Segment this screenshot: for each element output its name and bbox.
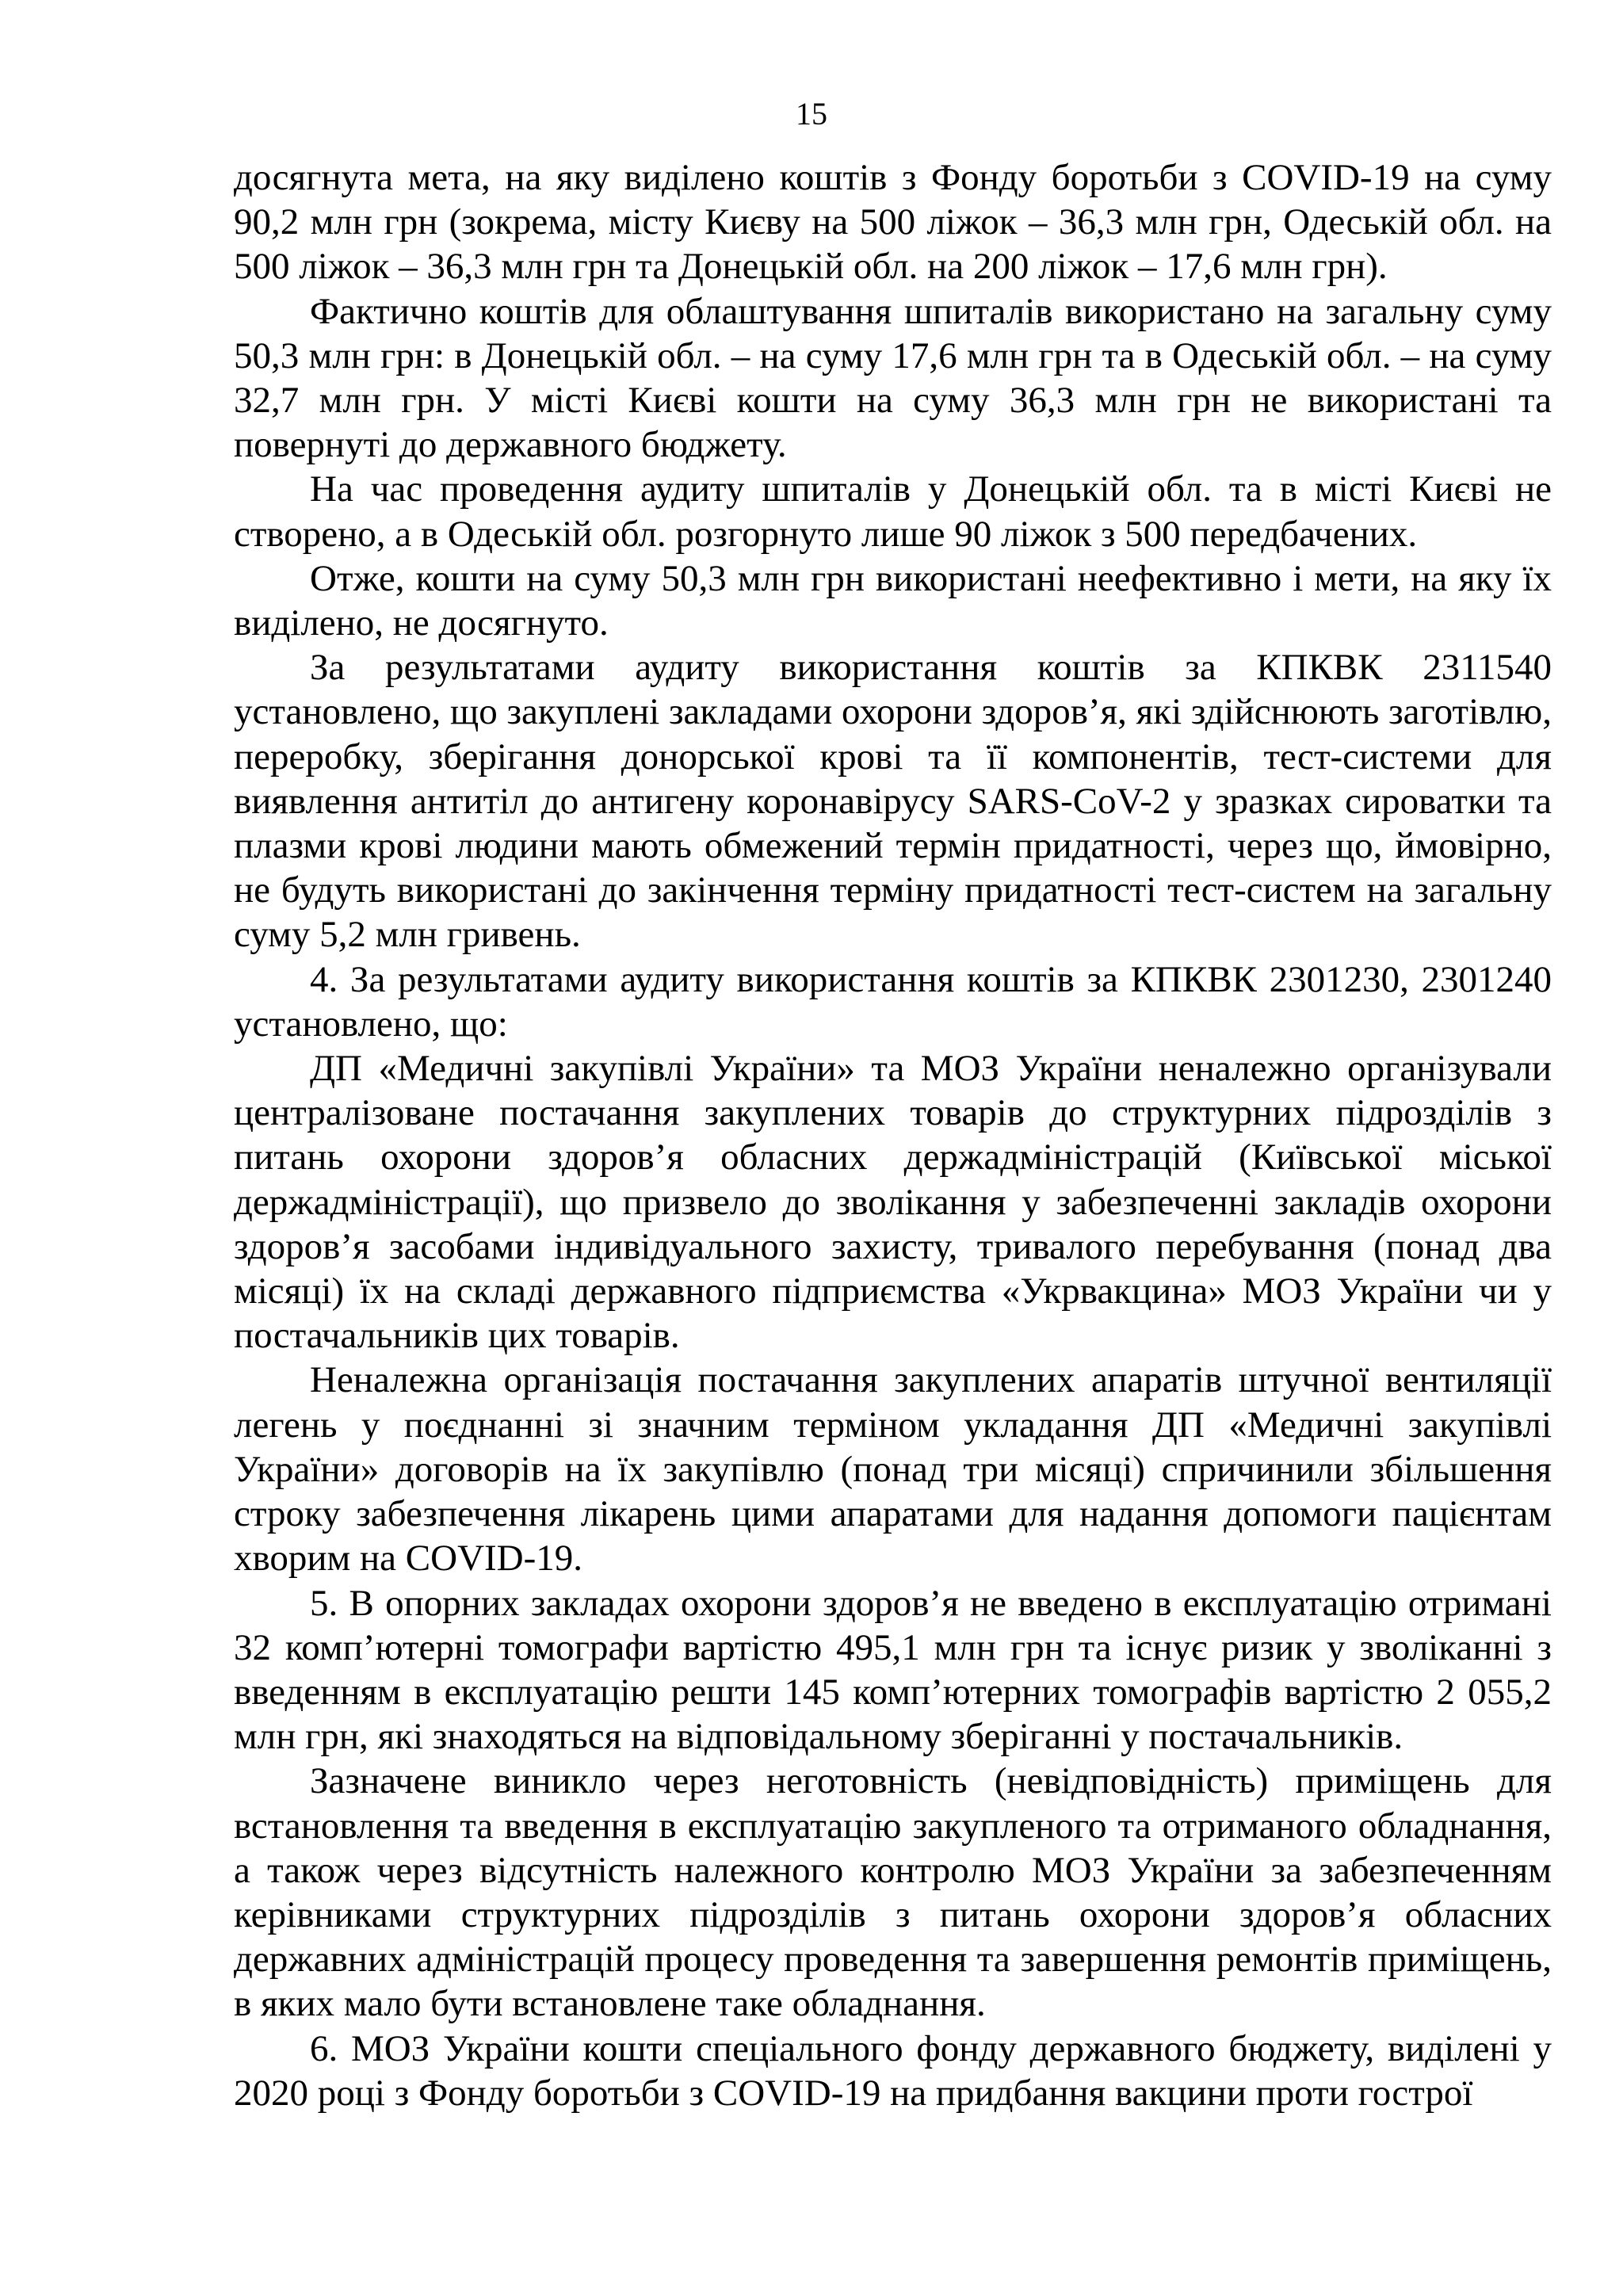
paragraph: Зазначене виникло через неготовність (невідповідність) приміщень для встановлення та введення в експлуатацію закупленого та отриманого обладнання, а також через відсутність належного контролю МОЗ України за забезпеченням керівниками структурних підрозділів з питань охорони здоров’я обласних державних адміністрацій процесу проведення та завершення ремонтів приміщень, в яких мало бути встановлене таке обладнання. [234,1760,1552,2025]
paragraph-item-4: 4. За результатами аудиту використання коштів за КПКВК 2301230, 2301240 установлено, що: [234,958,1552,1045]
paragraph-item-6: 6. МОЗ України кошти спеціального фонду державного бюджету, виділені у 2020 році з Фонду боротьби з COVID-19 на придбання вакцини проти гострої [234,2027,1552,2114]
page-number: 15 [796,96,827,132]
paragraph-continuation: досягнута мета, на яку виділено коштів з Фонду боротьби з COVID-19 на суму 90,2 млн грн (зокрема, місту Києву на 500 ліжок – 36,3 млн грн, Одеській обл. на 500 ліжок – 36,3 млн грн та Донецькій обл. на 200 ліжок – 17,6 млн грн). [234,157,1552,288]
paragraph: ДП «Медичні закупівлі України» та МОЗ України неналежно організували централізоване постачання закуплених товарів до структурних підрозділів з питань охорони здоров’я обласних держадміністрацій (Київської міської держадміністрації), що призвело до зволікання у забезпеченні закладів охорони здоров’я засобами індивідуального захисту, тривалого перебування (понад два місяці) їх на складі державного підприємства «Укрвакцина» МОЗ України чи у постачальників цих товарів. [234,1048,1552,1357]
paragraph: Отже, кошти на суму 50,3 млн грн використані неефективно і мети, на яку їх виділено, не досягнуто. [234,557,1552,644]
paragraph: За результатами аудиту використання коштів за КПКВК 2311540 установлено, що закуплені закладами охорони здоров’я, які здійснюють заготівлю, переробку, зберігання донорської крові та її компонентів, тест-системи для виявлення антитіл до антигену коронавірусу SARS-CoV-2 у зразках сироватки та плазми крові людини мають обмежений термін придатності, через що, ймовірно, не будуть використані до закінчення терміну придатності тест-систем на загальну суму 5,2 млн гривень. [234,647,1552,956]
paragraph: На час проведення аудиту шпиталів у Донецькій обл. та в місті Києві не створено, а в Одеській обл. розгорнуто лише 90 ліжок з 500 передбачених. [234,468,1552,555]
paragraph-item-5: 5. В опорних закладах охорони здоров’я не введено в експлуатацію отримані 32 комп’ютерні томографи вартістю 495,1 млн грн та існує ризик у зволіканні з введенням в експлуатацію решти 145 комп’ютерних томографів вартістю 2 055,2 млн грн, які знаходяться на відповідальному зберіганні у постачальників. [234,1582,1552,1758]
document-body [234,155,1552,2115]
paragraph: Неналежна організація постачання закуплених апаратів штучної вентиляції легень у поєднанні зі значним терміном укладання ДП «Медичні закупівлі України» договорів на їх закупівлю (понад три місяці) спричинили збільшення строку забезпечення лікарень цими апаратами для надання допомоги пацієнтам хворим на COVID-19. [234,1359,1552,1580]
paragraph: Фактично коштів для облаштування шпиталів використано на загальну суму 50,3 млн грн: в Донецькій обл. – на суму 17,6 млн грн та в Одеській обл. – на суму 32,7 млн грн. У місті Києві кошти на суму 36,3 млн грн не використані та повернуті до державного бюджету. [234,290,1552,466]
